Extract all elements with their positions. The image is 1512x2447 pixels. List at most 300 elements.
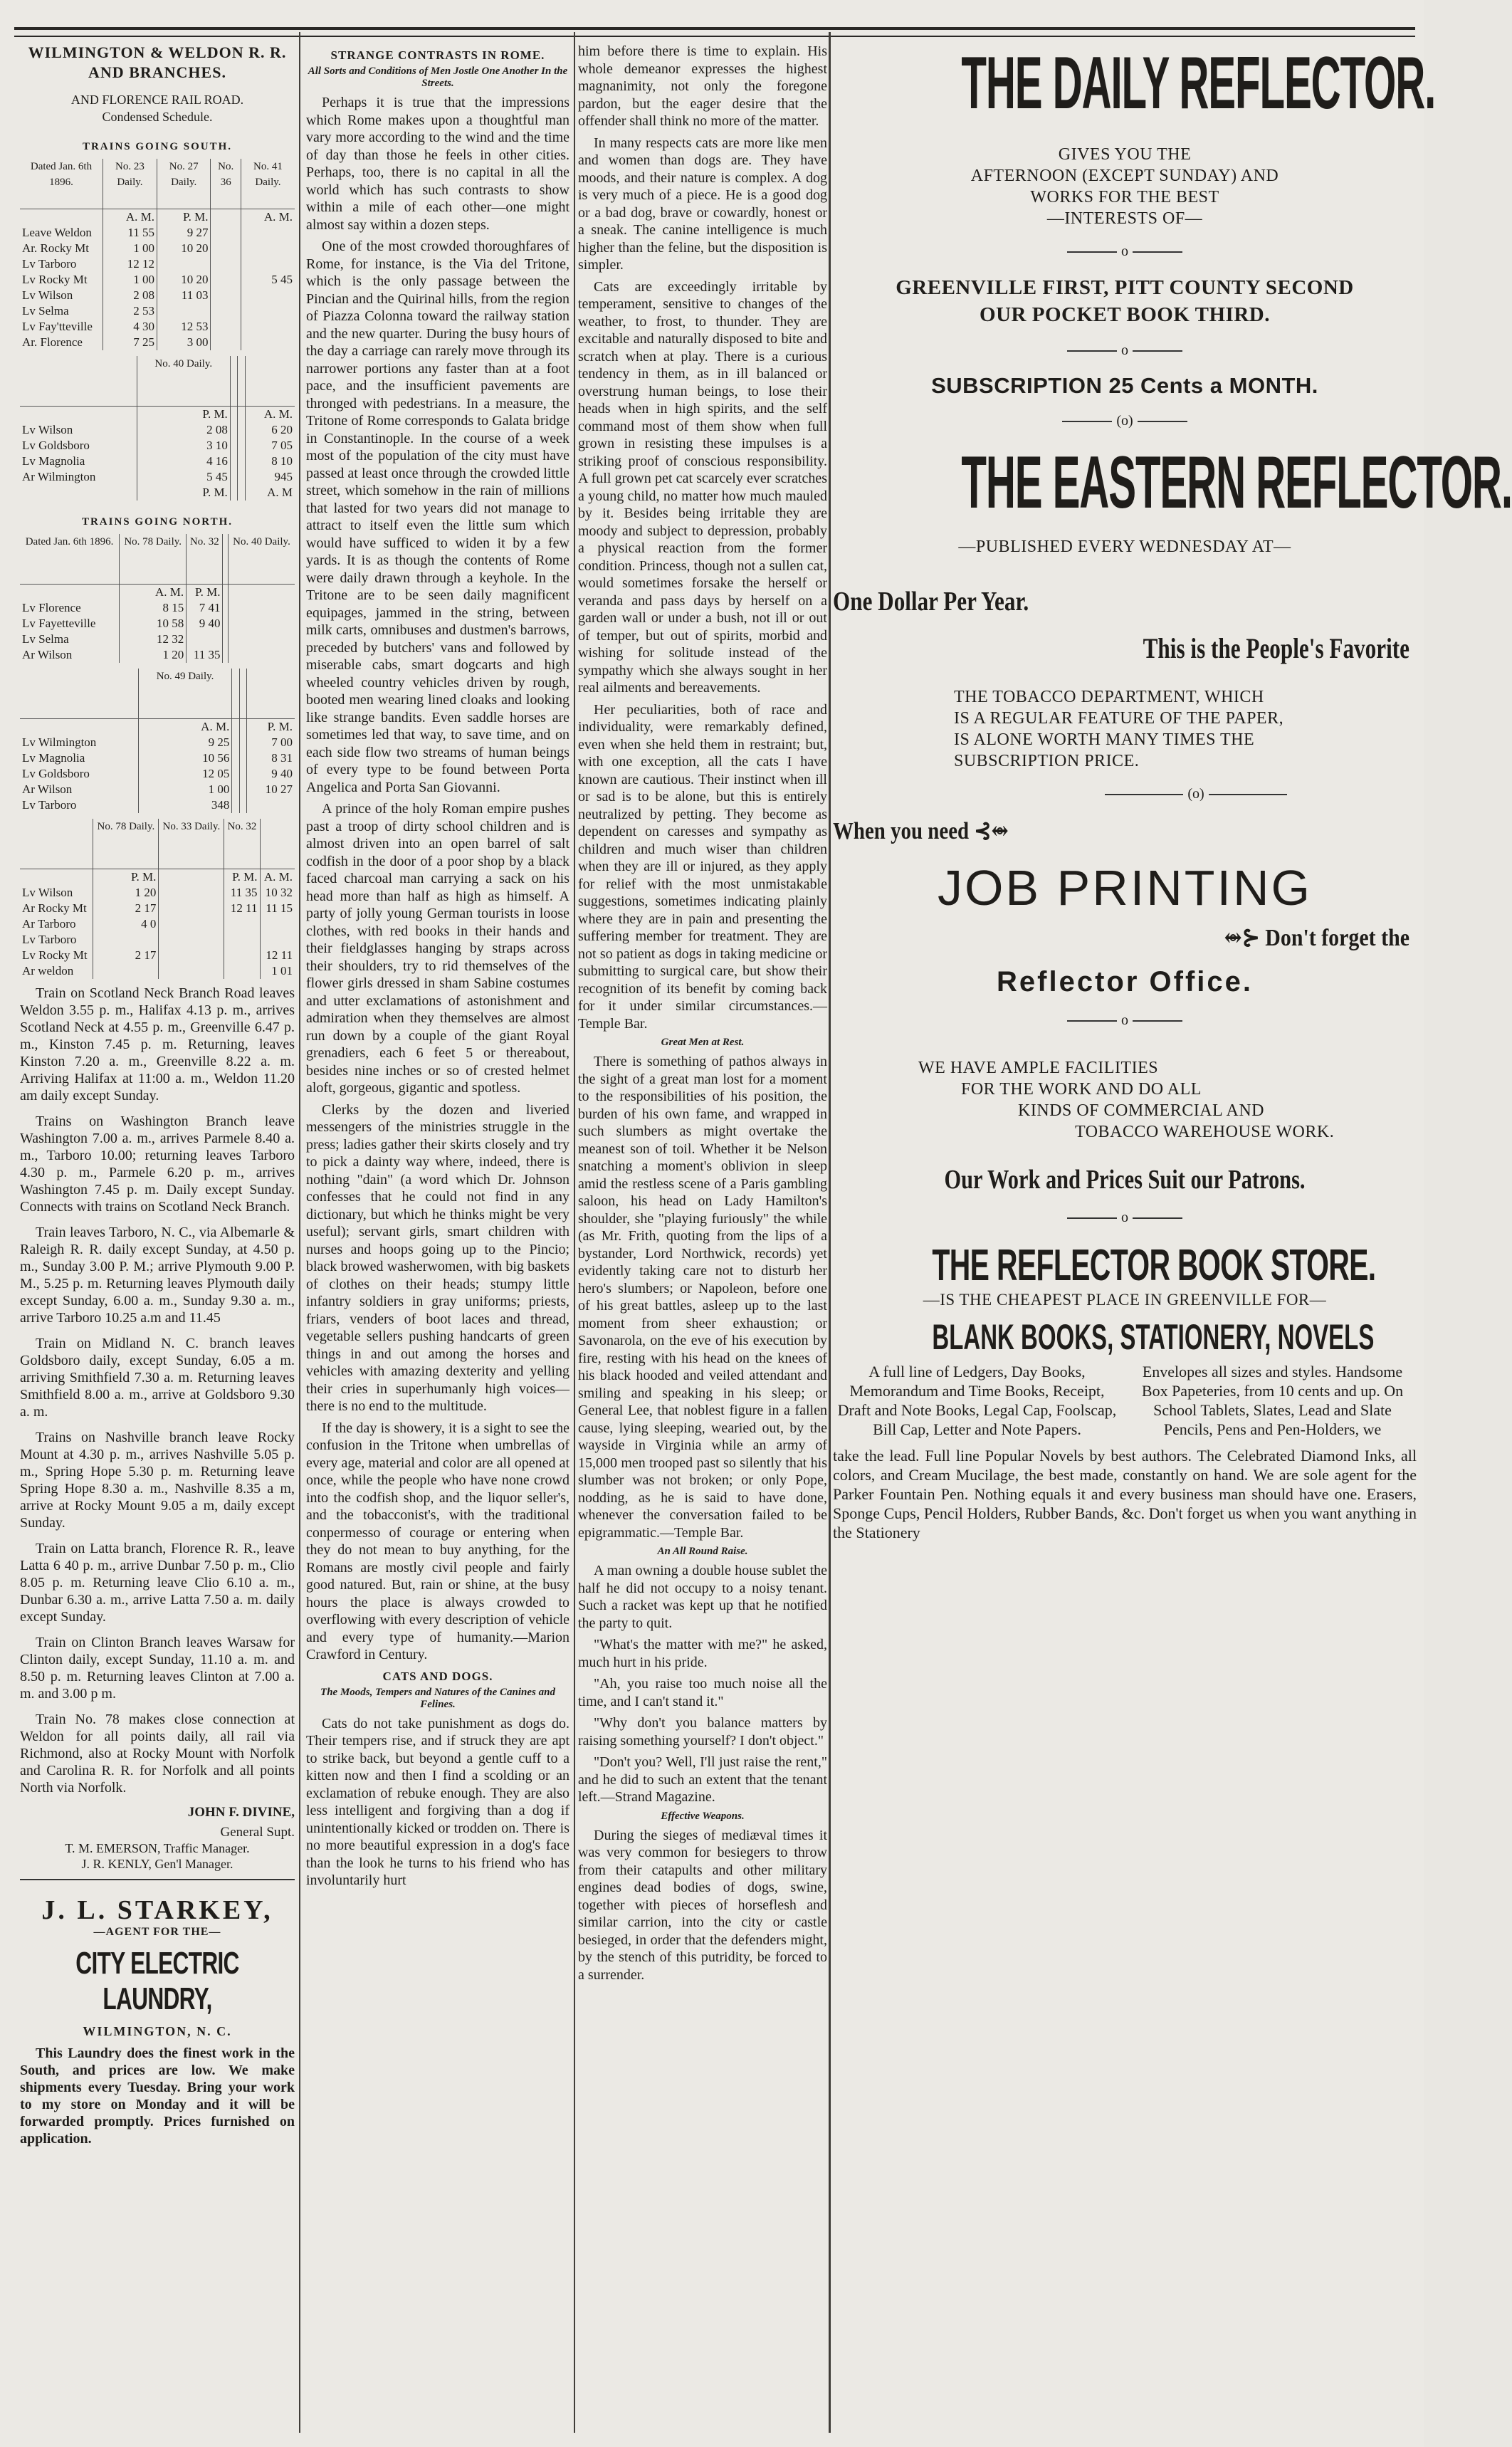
- daily-reflector-masthead: THE DAILY REFLECTOR.: [961, 42, 1436, 125]
- timetable-row: [20, 288, 295, 303]
- time-cell: [211, 256, 241, 272]
- time-cell: [239, 782, 247, 797]
- ornament-rule: o: [833, 342, 1417, 359]
- station-cell: Lv Magnolia: [22, 454, 85, 468]
- time-cell: [230, 469, 237, 485]
- rr-note: Train on Latta branch, Florence R. R., leave Latta 6 40 p. m., arrive Dunbar 7.50 p. m., Clio 8.05 p. m. Returning leave Clio 6.10 a. m., Dunbar 6.30 a. m., arrive Latta 7.50 a. m. daily except Sunday.: [20, 1541, 295, 1625]
- rr-note: Train No. 78 makes close connection at Weldon for all points daily, all rail via Richmond, also at Rocky Mount with Norfolk and Carolina R. R. for Norfolk and all points North via Norfolk.: [20, 1712, 295, 1796]
- gives-line: GIVES YOU THE: [1058, 145, 1192, 164]
- timetable-row: [20, 869, 295, 886]
- time-cell: 8 31: [247, 750, 295, 766]
- time-cell: 9 27: [157, 225, 210, 241]
- time-cell: [228, 600, 295, 616]
- time-cell: [223, 632, 229, 647]
- railroad-subtitle: AND FLORENCE RAIL ROAD.: [70, 93, 244, 107]
- north-timetable-3: [20, 819, 295, 979]
- time-cell: 5 45: [241, 272, 295, 288]
- station-cell: Lv Fayetteville: [22, 617, 96, 630]
- signer-kenly: J. R. KENLY, Gen'l Manager.: [81, 1857, 233, 1871]
- laundry-name: CITY ELECTRIC LAUNDRY,: [75, 1946, 239, 2016]
- timetable-row: [20, 885, 295, 901]
- time-cell: 10 20: [157, 241, 210, 256]
- time-cell: [230, 454, 237, 469]
- time-cell: [211, 319, 241, 335]
- cats-column: [578, 43, 827, 2433]
- raise-heading: An All Round Raise.: [657, 1546, 748, 1557]
- time-cell: [157, 256, 210, 272]
- published-line: —PUBLISHED EVERY WEDNESDAY AT—: [958, 538, 1291, 556]
- time-cell: [228, 616, 295, 632]
- dont-forget: [902, 923, 1409, 952]
- time-cell: A. M.: [138, 719, 232, 735]
- tobacco-line: SUBSCRIPTION PRICE.: [954, 752, 1140, 770]
- railroad-column: [20, 43, 295, 2433]
- raise-paragraph: "Ah, you raise too much noise all the time, and I can't stand it.": [578, 1676, 827, 1709]
- time-cell: A. M.: [260, 869, 295, 886]
- timetable-row: [20, 407, 295, 423]
- time-cell: 12 53: [157, 319, 210, 335]
- interests-line: —INTERESTS OF—: [1046, 209, 1203, 228]
- north-timetable: [20, 534, 295, 663]
- time-cell: [159, 948, 224, 963]
- south-timetable: [20, 159, 295, 350]
- timetable-row: [20, 647, 295, 663]
- time-cell: 7 05: [245, 438, 295, 454]
- rr-note: Train on Midland N. C. branch leaves Goldsboro daily, except Sunday, 6.05 a m. arriving Smithfield 7.30 a. m. Returning leaves Smithfield 8.00 a. m., arrive at Goldsboro 9.30 a. m.: [20, 1336, 295, 1420]
- station-cell: Lv Tarboro: [22, 798, 77, 812]
- rome-paragraph: One of the most crowded thoroughfares of Rome, for instance, is the Via del Tritone, which is the only passage between the Pincian and the Quirinal hills, from the region of Piazza Colonna toward the railway station and the new quarter. During the busy hours of the day a carriage can rarely move through its narrower portions any faster than at a foot pace, and the insufficient pavements are thronged with pedestrians. In a measure, the Tritone of Rome corresponds to Galata bridge in Constantinople. In the course of a week most of the population of the city must have passed at least once through the crowded little street, which somehow in the rain of millions that lasted for two years did not manage to attract to itself even the little sum which would have sufficed to widen it by a few yards. It is as though the contents of Rome were daily drawn through a keyhole. In the Tritone are to be seen daily magnificent equipages, jammed in the string, between milk carts, omnibuses and dustmen's barrows, preceded by butchers' vans and followed by miserable cabs, smart dogcarts and high wheeled country vehicles driven by rough, booted men wearing lined cloaks and looking like strange bandits. Even saddle horses are sometimes led that way, to save time, and on each side flow two streams of human beings of every type to be found between Porta Angelica and Porta San Giovanni.: [306, 239, 569, 795]
- time-cell: 2 17: [93, 901, 159, 916]
- time-cell: [93, 932, 159, 948]
- dollar-line: One Dollar Per Year.: [833, 587, 1029, 617]
- timetable-row: [20, 916, 295, 932]
- timetable-row: [20, 335, 295, 350]
- time-cell: [159, 916, 224, 932]
- time-cell: 11 55: [103, 225, 157, 241]
- timetable-row: [20, 719, 295, 735]
- timetable-row: [20, 319, 295, 335]
- cats-paragraph: In many respects cats are more like men and women than dogs are. They have moods, and their nature is complex. A dog is very much of a piece. He is a good dog or a bad dog, brave or cowardly, honest or a sneak. The canine intelligence is much higher than the feline, but the disposition is simpler.: [578, 135, 827, 273]
- raise-paragraph: "Why don't you balance matters by raising something yourself? I don't object.": [578, 1715, 827, 1749]
- column-rule-3: [829, 32, 831, 2433]
- time-cell: [224, 963, 260, 979]
- time-cell: 12 11: [224, 901, 260, 916]
- rome-paragraph: Perhaps it is true that the impressions which Rome makes upon a thoughtful man vary more according to the wind and the time of day than those he feels in other cities. Perhaps, too, there is no capital in all the world which has such contrasts to show within a mile of each other—one might almost say within a dozen steps.: [306, 95, 569, 233]
- south2-rows: [20, 407, 295, 501]
- rest-heading: Great Men at Rest.: [661, 1037, 745, 1048]
- time-cell: P. M.: [137, 407, 230, 423]
- timetable-row: [20, 485, 295, 501]
- station-cell: [20, 485, 137, 501]
- dont-forget-text: Don't forget the: [1265, 925, 1409, 951]
- top-rule-thin: [14, 36, 1415, 37]
- time-cell: 6 20: [245, 422, 295, 438]
- time-cell: [241, 241, 295, 256]
- time-cell: 4 0: [93, 916, 159, 932]
- time-cell: [238, 485, 245, 501]
- timetable-row: [20, 948, 295, 963]
- station-cell: Lv Rocky Mt: [22, 273, 88, 286]
- time-cell: P. M.: [247, 719, 295, 735]
- signer-divine-role: General Supt.: [220, 1825, 295, 1840]
- time-cell: [239, 766, 247, 782]
- timetable-row: [20, 735, 295, 750]
- time-cell: [241, 256, 295, 272]
- time-cell: [230, 438, 237, 454]
- time-cell: 945: [245, 469, 295, 485]
- raise-paragraph: "Don't you? Well, I'll just raise the rent," and he did to such an extent that the tenant left.—Strand Magazine.: [578, 1754, 827, 1805]
- time-cell: 10 32: [260, 885, 295, 901]
- time-cell: [241, 335, 295, 350]
- south2-col: No. 40 Daily.: [137, 356, 230, 407]
- station-cell: [20, 407, 137, 423]
- station-cell: [20, 719, 138, 735]
- timetable-row: [20, 585, 295, 601]
- station-cell: Ar Rocky Mt: [22, 901, 87, 915]
- time-cell: [238, 407, 245, 423]
- south-col: No. 27 Daily.: [157, 159, 210, 209]
- north-timetable-2: [20, 669, 295, 813]
- north2-col: [247, 669, 295, 719]
- time-cell: 10 27: [247, 782, 295, 797]
- facilities-line: KINDS OF COMMERCIAL AND: [1018, 1101, 1264, 1120]
- timetable-row: [20, 256, 295, 272]
- station-cell: Ar Wilson: [22, 782, 73, 796]
- timetable-row: [20, 963, 295, 979]
- time-cell: [238, 469, 245, 485]
- station-cell: Lv Selma: [22, 304, 69, 318]
- time-cell: [232, 750, 240, 766]
- time-cell: [241, 319, 295, 335]
- when-you-need-text: When you need: [833, 818, 970, 844]
- time-cell: 7 00: [247, 735, 295, 750]
- north2-col: [232, 669, 240, 719]
- north-col: No. 32: [187, 534, 223, 585]
- station-cell: Lv Goldsboro: [22, 767, 90, 780]
- time-cell: 7 41: [187, 600, 223, 616]
- time-cell: A. M.: [241, 209, 295, 226]
- time-cell: 9 25: [138, 735, 232, 750]
- north3-col: No. 32: [224, 819, 260, 869]
- time-cell: [230, 485, 237, 501]
- south2-col: [20, 356, 137, 407]
- rr-note: Train on Scotland Neck Branch Road leaves Weldon 3.55 p. m., Halifax 4.13 p. m., arrives Scotland Neck at 4.55 p. m., Greenville 6.47 p. m., Kinston 7.45 p. m. Returning, leaves Kinston 7.20 a. m., Greenville 8.22 a. m. Arriving Halifax at 11:00 a. m., Weldon 11.20 am daily except Sunday.: [20, 985, 295, 1104]
- stationery-columns: [833, 1362, 1417, 1439]
- time-cell: [224, 948, 260, 963]
- timetable-row: [20, 797, 295, 813]
- work-prices: Our Work and Prices Suit our Patrons.: [944, 1165, 1306, 1195]
- tobacco-line: THE TOBACCO DEPARTMENT, WHICH: [954, 688, 1264, 706]
- cats-heading: CATS AND DOGS.: [382, 1669, 493, 1683]
- time-cell: 4 16: [137, 454, 230, 469]
- time-cell: P. M.: [93, 869, 159, 886]
- facilities-line: TOBACCO WAREHOUSE WORK.: [1075, 1123, 1335, 1141]
- time-cell: [230, 407, 237, 423]
- time-cell: 4 30: [103, 319, 157, 335]
- tobacco-line: IS ALONE WORTH MANY TIMES THE: [954, 730, 1255, 749]
- station-cell: [20, 209, 103, 226]
- station-cell: Ar Tarboro: [22, 917, 76, 931]
- station-cell: Ar. Florence: [22, 335, 83, 349]
- time-cell: A. M.: [245, 407, 295, 423]
- north3-spacer: [20, 819, 93, 869]
- time-cell: [211, 335, 241, 350]
- cheapest-line: —IS THE CHEAPEST PLACE IN GREENVILLE FOR—: [923, 1291, 1327, 1309]
- when-you-need: [833, 817, 1329, 845]
- rr-note: Train on Clinton Branch leaves Warsaw for Clinton daily, except Sunday, 11.10 a. m. and 8.50 p. m. Returning leaves Clinton at 7.00 a. m. and 3.00 p m.: [20, 1635, 295, 1702]
- south-heading: TRAINS GOING SOUTH.: [82, 141, 233, 152]
- time-cell: 1 00: [103, 241, 157, 256]
- time-cell: [228, 647, 295, 663]
- north-col: No. 40 Daily.: [228, 534, 295, 585]
- south2-col: [238, 356, 245, 407]
- time-cell: 2 08: [103, 288, 157, 303]
- time-cell: [239, 797, 247, 813]
- north3-col: [260, 819, 295, 869]
- time-cell: [224, 932, 260, 948]
- eastern-reflector-masthead: THE EASTERN REFLECTOR.: [961, 441, 1512, 524]
- time-cell: [157, 303, 210, 319]
- time-cell: [228, 632, 295, 647]
- time-cell: [238, 438, 245, 454]
- time-cell: [211, 303, 241, 319]
- station-cell: Lv Tarboro: [22, 933, 77, 946]
- time-cell: [187, 632, 223, 647]
- time-cell: [232, 735, 240, 750]
- pointing-hand-icon: ⥈⊱: [1224, 925, 1260, 951]
- cats-subheading: The Moods, Tempers and Natures of the Canines and Felines.: [320, 1686, 555, 1710]
- north-date: Dated Jan. 6th 1896.: [20, 534, 120, 585]
- time-cell: [211, 225, 241, 241]
- timetable-row: [20, 782, 295, 797]
- rome-paragraph: If the day is showery, it is a sight to see the confusion in the Tritone when umbrellas of every age, material and color are all opened at once, while the people who have none crowd into the codfish shop, and the liquor seller's, and the tobacconist's, with the traditional conpermesso of courage or entering when they do not mean to buy anything, for the Romans are mostly civil people and fairly good natured. But, rain or shine, at the busy hours the place is always crowded to overflowing with every description of vehicle and every type of humanity.—Marion Crawford in Century.: [306, 1420, 569, 1662]
- time-cell: 12 11: [260, 948, 295, 963]
- time-cell: [260, 916, 295, 932]
- timetable-row: [20, 632, 295, 647]
- south2-col: [230, 356, 237, 407]
- station-cell: Lv Fay'tteville: [22, 320, 93, 333]
- timetable-row: [20, 225, 295, 241]
- station-cell: Lv Wilson: [22, 886, 73, 899]
- railroad-title2: AND BRANCHES.: [88, 63, 226, 81]
- people-favorite: This is the People's Favorite: [1143, 632, 1409, 664]
- time-cell: 3 10: [137, 438, 230, 454]
- weapons-heading: Effective Weapons.: [661, 1810, 745, 1822]
- timetable-row: [20, 600, 295, 616]
- time-cell: 1 01: [260, 963, 295, 979]
- timetable-row: [20, 750, 295, 766]
- rr-note: Train leaves Tarboro, N. C., via Albemarle & Raleigh R. R. daily except Sunday, at 4.50 p. m., Sunday 3.00 P. M.; arrive Plymouth 9.00 P. M., 5.25 p. m. Returning leaves Plymouth daily except Sunday, 6.00 a. m., Sunday 9.30 a. m., arrive Tarboro 10.25 a.m and 11.45: [20, 1225, 295, 1326]
- starkey-name: J. L. STARKEY,: [41, 1895, 273, 1925]
- cats-paragraph: Her peculiarities, both of race and individuality, were remarkably defined, even when she held them in restraint; but, with one exception, all the cats I have known are cautious. Their instinct when ill or sad is to be alone, but this is entirely neutralized by petting. They become as dependent on caresses and sympathy as children and much wiser than children when they are ill or injured, as they apply for relief with the most unmistakable suggestions, sometimes indicating plainly where they are in pain and presenting the suffering member for treatment. They are not so patient as dogs in taking medicine or submitting to surgical care, but show their recognition of its benefit by coming back for it under similar circumstances.—Temple Bar.: [578, 701, 827, 1032]
- cats-paragraph: Cats do not take punishment as dogs do. Their tempers rise, and if struck they are apt to strike back, but beyond a gentle cuff to a kitten now and then I find a scolding or an exclamation of rebuke enough. They are also less intelligent and forgiving than a dog if unintentionally kicked or trodden on. There is no more beautiful expression in a dog's face than the look he turns to his friend who has involuntarily hurt: [306, 1715, 569, 1888]
- subscription-line: SUBSCRIPTION 25 Cents a MONTH.: [931, 373, 1318, 398]
- greenville-line: GREENVILLE FIRST, PITT COUNTY SECOND: [896, 276, 1354, 299]
- rome-paragraph: A prince of the holy Roman empire pushes past a troop of dirty school children and is almost driven into an open barrel of salt codfish in the door of a poor shop by a black faced charcoal man carrying a sack on his head more than half as high as himself. A party of jolly young German tourists in loose clothes, with red books in their hands and their fieldglasses hanging by straps across their shoulders, try to rid themselves of the flower girls dressed in sham Sabine costumes and utter exclamations of astonishment and admiration when they themselves are almost run down by a couple of the giant Royal grenadiers, each 6 feet 5 or thereabout, besides nine inches or so of crested helmet aloft, gorgeous, gigantic and spotless.: [306, 801, 569, 1096]
- time-cell: 12 32: [120, 632, 187, 647]
- time-cell: 10 20: [157, 272, 210, 288]
- time-cell: [239, 735, 247, 750]
- north-col: [223, 534, 229, 585]
- south-date: Dated Jan. 6th 1896.: [20, 159, 103, 209]
- station-cell: Lv Selma: [22, 632, 69, 646]
- time-cell: [211, 209, 241, 226]
- station-cell: Ar. Rocky Mt: [22, 241, 89, 255]
- time-cell: P. M.: [224, 869, 260, 886]
- signer-divine: JOHN F. DIVINE,: [187, 1805, 295, 1820]
- time-cell: [247, 797, 295, 813]
- station-cell: Leave Weldon: [22, 226, 92, 239]
- rome-column: [306, 43, 569, 2433]
- time-cell: [241, 288, 295, 303]
- time-cell: A. M: [245, 485, 295, 501]
- timetable-row: [20, 469, 295, 485]
- timetable-row: [20, 272, 295, 288]
- north3-rows: [20, 869, 295, 980]
- south-rows: [20, 209, 295, 351]
- railroad-schedule-label: Condensed Schedule.: [102, 110, 213, 124]
- time-cell: 8 15: [120, 600, 187, 616]
- rome-paragraph: Clerks by the dozen and liveried messengers of the ministries struggle in the press; ladies gather their skirts closely and try to pick a dainty way where, indeed, there is nothing "dain" (a word which Dr. Johnson confesses that he could not find in any dictionary, but which he thinks might be very useful); servant girls, smart children with nurses and hoops going up to the Pincio; black browed washerwomen, with big baskets of clothes on their heads; stumpy little infantry soldiers in gray uniforms; priests, friars, venders of boot laces and thread, vegetable sellers pushing handcarts of green things in and out among the horses and vehicles with amazing dexterity and yelling their cries in superhumanly high voices—there is no end to the multitude.: [306, 1101, 569, 1414]
- time-cell: P. M.: [157, 209, 210, 226]
- station-cell: Lv Goldsboro: [22, 439, 90, 452]
- time-cell: 1 20: [120, 647, 187, 663]
- timetable-row: [20, 616, 295, 632]
- south-timetable-2: [20, 356, 295, 501]
- cats-paragraph: Cats are exceedingly irritable by temperament, sensitive to changes of the weather, to frost, to thunder. They are excitable and naturally disposed to bite and scratch when at play. There is a curious tendency in them, as in ill balanced or overstrung human beings, to lose their heads when in high spirits, and the self command most of them show when full grown in resisting these impulses is a striking proof of conscious responsibility. A full grown pet cat scarcely ever scratches a young child, no matter how much mauled by it. Besides being irritable they are moody and subject to depression, probably a physical reaction from the former condition. Princess, though not a sullen cat, would sometimes forsake the herself or veranda and pass days by herself on a garden wall or under a bush, not ill or out of temper, but out of spirits, morbid and wishing for solitude instead of the sympathy which she always sought in her real ailments and bereavements.: [578, 278, 827, 696]
- time-cell: [238, 454, 245, 469]
- timetable-row: [20, 303, 295, 319]
- time-cell: [224, 916, 260, 932]
- starkey-agent: —AGENT FOR THE—: [93, 1926, 221, 1938]
- time-cell: [228, 585, 295, 601]
- time-cell: [232, 782, 240, 797]
- time-cell: 11 35: [224, 885, 260, 901]
- north3-col: No. 33 Daily.: [159, 819, 224, 869]
- time-cell: 5 45: [137, 469, 230, 485]
- time-cell: 7 25: [103, 335, 157, 350]
- time-cell: [159, 869, 224, 886]
- time-cell: [232, 797, 240, 813]
- station-cell: Lv Wilson: [22, 423, 73, 436]
- time-cell: [93, 963, 159, 979]
- north3-col: No. 78 Daily.: [93, 819, 159, 869]
- time-cell: 11 15: [260, 901, 295, 916]
- timetable-row: [20, 454, 295, 469]
- time-cell: 2 17: [93, 948, 159, 963]
- north-rows: [20, 585, 295, 664]
- time-cell: P. M.: [137, 485, 230, 501]
- station-cell: Lv Wilson: [22, 288, 73, 302]
- time-cell: [230, 422, 237, 438]
- timetable-row: [20, 766, 295, 782]
- time-cell: A. M.: [120, 585, 187, 601]
- time-cell: 9 40: [247, 766, 295, 782]
- blank-books: BLANK BOOKS, STATIONERY, NOVELS: [932, 1317, 1375, 1357]
- time-cell: 9 40: [187, 616, 223, 632]
- timetable-row: [20, 241, 295, 256]
- time-cell: P. M.: [187, 585, 223, 601]
- time-cell: [211, 288, 241, 303]
- job-printing: JOB PRINTING: [937, 860, 1313, 916]
- time-cell: [211, 272, 241, 288]
- cats-paragraph: him before there is time to explain. His whole demeanor expresses the highest magnanimity, not only the foregone pardon, but the eager desire that the offender shall think no more of the matter.: [578, 43, 827, 129]
- ornament-rule: o: [833, 243, 1417, 260]
- north-col: No. 78 Daily.: [120, 534, 187, 585]
- time-cell: 2 53: [103, 303, 157, 319]
- rr-note: Trains on Washington Branch leave Washington 7.00 a. m., arrives Parmele 8.40 a. m., Tarboro 10.00; returning leaves Tarboro 4.30 p. m., Parmele 6.20 p. m., arrives Washington 7.45 p. m. Daily except Sunday. Connects with trains on Scotland Neck Branch.: [20, 1114, 295, 1215]
- time-cell: 10 58: [120, 616, 187, 632]
- time-cell: [239, 719, 247, 735]
- south2-col: [245, 356, 295, 407]
- raise-paragraph: "What's the matter with me?" he asked, much hurt in his pride.: [578, 1637, 827, 1670]
- north-heading: TRAINS GOING NORTH.: [81, 516, 233, 528]
- timetable-row: [20, 932, 295, 948]
- time-cell: [223, 585, 229, 601]
- stationery-col-a: A full line of Ledgers, Day Books, Memorandum and Time Books, Receipt, Draft and Note Books, Legal Cap, Foolscap, Bill Cap, Letter and Note Papers.: [837, 1363, 1117, 1438]
- north2-col: [239, 669, 247, 719]
- time-cell: 348: [138, 797, 232, 813]
- reflector-column: [833, 42, 1512, 2433]
- time-cell: [239, 750, 247, 766]
- time-cell: [260, 932, 295, 948]
- ornament-rule: o: [833, 1012, 1417, 1029]
- ornament-rule: o: [833, 1210, 1417, 1226]
- stationery-tail: take the lead. Full line Popular Novels by best authors. The Celebrated Diamond Inks, all colors, and Cream Mucilage, the best made, constantly on hand. We are sole agent for the Parker Fountain Pen. Nothing equals it and every business man should have one. Erasers, Sponge Cups, Pencil Holders, Rubber Bands, &c. Don't forget us when you want anything in the Stationery: [833, 1447, 1417, 1541]
- south-col: No. 23 Daily.: [103, 159, 157, 209]
- time-cell: 2 08: [137, 422, 230, 438]
- time-cell: 10 56: [138, 750, 232, 766]
- time-cell: 12 12: [103, 256, 157, 272]
- divider: [20, 1879, 295, 1880]
- station-cell: Ar Wilson: [22, 648, 73, 661]
- rest-paragraph: There is something of pathos always in the sight of a great man lost for a moment to the responsibilities of his position, the burden of his own fame, and wrapped in such slumbers as might overtake the meanest son of toil. Whether it be Nelson snatching a moment's oblivion in sleep amid the restless scene of a Paris gambling saloon, his head on Lady Hamilton's shoulder, she "playing furiously" the while (as Mr. Frith, quoting from the lips of a bystander, Lord Northwick, records) yet evidently taking care not to disturb her hero's slumbers; or Napoleon, before one of his great battles, asleep up to the last moment from sheer exhaustion; or Savonarola, on the eve of his execution by fire, resting with his head on the knees of his black hooded and veiled attendant and smiling and speaking in his sleep; or General Lee, that noblest figure in a fallen cause, lying sleeping, wearied out, by the wayside in Virginia while an army of 15,000 men trooped past so silently that his slumber was not broken; or only Pope, nodding, as he is said to have done, whenever the conversation failed to be epigrammatic.—Temple Bar.: [578, 1054, 827, 1541]
- time-cell: 8 10: [245, 454, 295, 469]
- time-cell: [159, 901, 224, 916]
- station-cell: Lv Wilmington: [22, 735, 97, 749]
- stationery-col-b: Envelopes all sizes and styles. Handsome Box Papeteries, from 10 cents and up. On School Tablets, Slates, Lead and Slate Pencils, Pens and Pen-Holders, we: [1141, 1363, 1404, 1438]
- pocket-line: OUR POCKET BOOK THIRD.: [980, 303, 1270, 326]
- time-cell: A. M.: [103, 209, 157, 226]
- time-cell: [241, 303, 295, 319]
- time-cell: 11 03: [157, 288, 210, 303]
- time-cell: [238, 422, 245, 438]
- works-line: WORKS FOR THE BEST: [1030, 188, 1219, 206]
- time-cell: [223, 600, 229, 616]
- north2-col: No. 49 Daily.: [138, 669, 232, 719]
- facilities-line: WE HAVE AMPLE FACILITIES: [918, 1059, 1159, 1077]
- column-rule-1: [299, 32, 300, 2433]
- afternoon-line: AFTERNOON (EXCEPT SUNDAY) AND: [970, 167, 1279, 185]
- station-cell: Lv Tarboro: [22, 257, 77, 271]
- ornament-rule: (o): [833, 413, 1417, 429]
- rome-subheading: All Sorts and Conditions of Men Jostle One Another In the Streets.: [308, 66, 568, 89]
- signer-emerson: T. M. EMERSON, Traffic Manager.: [65, 1841, 250, 1855]
- timetable-row: [20, 422, 295, 438]
- station-cell: Lv Magnolia: [22, 751, 85, 765]
- north2-rows: [20, 719, 295, 814]
- station-cell: Lv Florence: [22, 601, 81, 614]
- top-rule: [14, 27, 1415, 30]
- laundry-text: This Laundry does the finest work in the South, and prices are low. We make shipments every Tuesday. Bring your work to my store on Monday and it will be forwarded promptly. Prices furnished on application.: [20, 2045, 295, 2147]
- laundry-city: WILMINGTON, N. C.: [83, 2024, 232, 2038]
- north2-spacer: [20, 669, 138, 719]
- pointing-hand-icon: ⊰⥈: [974, 818, 1009, 844]
- south-col: No. 41 Daily.: [241, 159, 295, 209]
- facilities-line: FOR THE WORK AND DO ALL: [961, 1080, 1202, 1099]
- book-store: THE REFLECTOR BOOK STORE.: [932, 1241, 1376, 1290]
- time-cell: [211, 241, 241, 256]
